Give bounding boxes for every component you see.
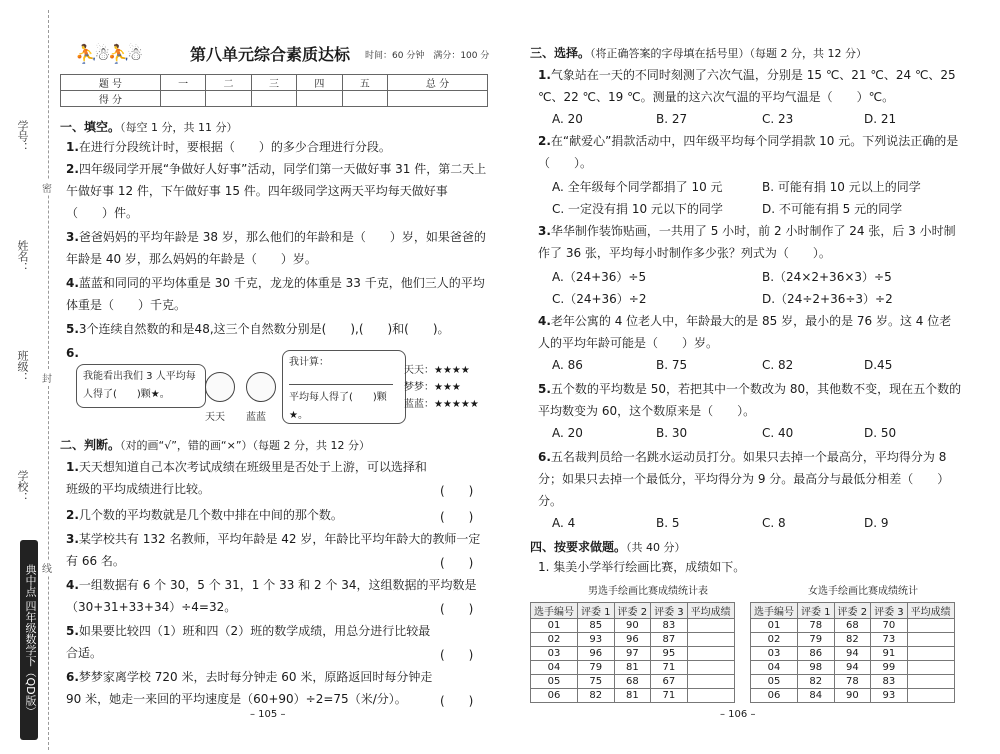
table-cell: 81 bbox=[614, 661, 651, 675]
question-number: 4. bbox=[66, 276, 79, 290]
option-a[interactable]: A. 20 bbox=[552, 426, 583, 440]
option-d[interactable]: D.（24÷2+36÷3）÷2 bbox=[762, 292, 893, 306]
answer-paren[interactable]: ( ) bbox=[440, 694, 474, 708]
average-input-cell[interactable] bbox=[687, 619, 734, 633]
speech-bubble-left: 我能看出我们 3 人平均每人得了( )颗★。 bbox=[76, 364, 206, 408]
table-cell: 03 bbox=[531, 647, 578, 661]
table-row bbox=[531, 689, 735, 703]
score-table bbox=[60, 74, 488, 107]
section-note: （共 40 分） bbox=[626, 541, 686, 554]
book-name: 典中点 四年级数学下（QD版） bbox=[20, 540, 38, 740]
table-cell: 93 bbox=[578, 633, 615, 647]
question-text: 五名裁判员给一名跳水运动员打分。如果只去掉一个最高分，平均得分为 8 分；如果只去掉一个最低分，平均得分为 9 分。最高分与最低分相差（ ）分。 bbox=[538, 450, 950, 508]
option-b[interactable]: B. 75 bbox=[656, 358, 688, 372]
column-header: 评委 2 bbox=[834, 603, 871, 619]
question-text: 四年级同学开展“争做好人好事”活动，同学们第一天做好事 31 件，第二天上午做好事 12 件，下午做好事 15 件。四年级同学这两天平均每天做好事（ ）件。 bbox=[66, 162, 487, 220]
average-input-cell[interactable] bbox=[907, 647, 954, 661]
question-text: 五个数的平均数是 50，若把其中一个数改为 80，其他数不变，现在五个数的平均数变为 60，这个数原来是（ ）。 bbox=[538, 382, 962, 418]
table-cell: 93 bbox=[871, 689, 908, 703]
fill-question bbox=[66, 136, 488, 158]
table-cell: 73 bbox=[871, 633, 908, 647]
table-row bbox=[751, 661, 955, 675]
header bbox=[75, 40, 495, 68]
spine-label: 姓名： bbox=[16, 240, 29, 273]
table-cell: 01 bbox=[751, 619, 798, 633]
question-number: 5. bbox=[66, 624, 79, 638]
column-header: 选手编号 bbox=[751, 603, 798, 619]
bubble-head: 我计算： bbox=[289, 357, 329, 368]
average-input-cell[interactable] bbox=[687, 661, 734, 675]
fill-question bbox=[66, 272, 488, 316]
spine-label: 学号： bbox=[16, 120, 29, 153]
choice-question bbox=[538, 130, 962, 174]
judge-question bbox=[66, 504, 436, 526]
section-title: 四、按要求做题。 bbox=[530, 540, 627, 554]
table-row bbox=[751, 675, 955, 689]
question-text: 蓝蓝和同同的平均体重是 30 千克，龙龙的体重是 33 千克，他们三人的平均体重是（ ）千克。 bbox=[66, 276, 485, 312]
table-cell: 94 bbox=[834, 647, 871, 661]
table-cell: 70 bbox=[871, 619, 908, 633]
option-b[interactable]: B.（24×2+36×3）÷5 bbox=[762, 270, 892, 284]
column-header: 选手编号 bbox=[531, 603, 578, 619]
star-name: 蓝蓝： bbox=[404, 399, 434, 410]
table-cell: 97 bbox=[614, 647, 651, 661]
question-number: 6. bbox=[66, 346, 79, 360]
fill-question bbox=[66, 342, 79, 364]
table-cell: 83 bbox=[651, 619, 688, 633]
table-cell: 得 分 bbox=[61, 91, 161, 107]
table-cell: 68 bbox=[614, 675, 651, 689]
child-lanlan-icon bbox=[246, 372, 276, 402]
section-heading bbox=[60, 118, 238, 135]
time-info: 时间：60 分钟 满分：100 分 bbox=[365, 51, 490, 61]
answer-paren[interactable]: ( ) bbox=[440, 602, 474, 616]
option-d[interactable]: D. 9 bbox=[864, 516, 889, 530]
average-input-cell[interactable] bbox=[907, 675, 954, 689]
question-number: 3. bbox=[66, 532, 79, 546]
section-note: （将正确答案的字母填在括号里）（每题 2 分，共 12 分） bbox=[590, 47, 867, 60]
choice-question bbox=[538, 64, 962, 108]
star-name: 天天： bbox=[404, 365, 434, 376]
star-list bbox=[404, 362, 479, 413]
score-input-cell[interactable] bbox=[160, 91, 205, 107]
boys-table-title: 男选手绘画比赛成绩统计表 bbox=[588, 586, 708, 597]
table-row bbox=[751, 633, 955, 647]
average-input-cell[interactable] bbox=[687, 647, 734, 661]
question-text: 梦梦家离学校 720 米，去时每分钟走 60 米，原路返回时每分钟走 90 米，她走一来回的平均速度是（60+90）÷2=75（米/分）。 bbox=[66, 670, 433, 706]
child-tiantian-icon bbox=[205, 372, 235, 402]
table-cell: 79 bbox=[798, 633, 835, 647]
table-cell: 01 bbox=[531, 619, 578, 633]
question-number: 2. bbox=[66, 162, 79, 176]
child-name: 蓝蓝 bbox=[246, 412, 266, 423]
question-text: 如果要比较四（1）班和四（2）班的数学成绩，用总分进行比较最合适。 bbox=[66, 624, 431, 660]
question-text: 某学校共有 132 名教师，平均年龄是 42 岁，年龄比平均年龄大的教师一定有 66 名。 bbox=[66, 532, 481, 568]
child-name: 天天 bbox=[205, 412, 225, 423]
option-c[interactable]: C. 40 bbox=[762, 426, 794, 440]
option-d[interactable]: D.45 bbox=[864, 358, 893, 372]
table-cell: 02 bbox=[751, 633, 798, 647]
choice-question bbox=[538, 220, 962, 264]
option-b[interactable]: B. 5 bbox=[656, 516, 680, 530]
question-number: 4. bbox=[538, 314, 551, 328]
table-cell: 总 分 bbox=[388, 75, 488, 91]
page-title: 第八单元综合素质达标 bbox=[190, 45, 351, 64]
average-input-cell[interactable] bbox=[907, 689, 954, 703]
question-text: 在进行分段统计时，要根据（ ）的多少合理进行分段。 bbox=[78, 140, 391, 154]
table-cell: 71 bbox=[651, 661, 688, 675]
table-row bbox=[531, 647, 735, 661]
question-text: 老年公寓的 4 位老人中，年龄最大的是 85 岁，最小的是 76 岁。这 4 位老人的平均年龄可能是（ ）岁。 bbox=[538, 314, 952, 350]
table-cell: 81 bbox=[614, 689, 651, 703]
question-text: 华华制作装饰贴画，一共用了 5 小时，前 2 小时制作了 24 张，后 3 小时制作了 36 张，平均每小时制作多少张？列式为（ ）。 bbox=[538, 224, 956, 260]
table-cell: 题 号 bbox=[61, 75, 161, 91]
score-input-cell[interactable] bbox=[388, 91, 488, 107]
table-cell: 78 bbox=[834, 675, 871, 689]
choice-question bbox=[538, 446, 962, 512]
table-cell: 94 bbox=[834, 661, 871, 675]
answer-paren[interactable]: ( ) bbox=[440, 648, 474, 662]
question-text: 一组数据有 6 个 30，5 个 31，1 个 33 和 2 个 34，这组数据的平均数是（30+31+33+34）÷4=32。 bbox=[66, 578, 477, 614]
star-icons: ★★★★★ bbox=[434, 399, 479, 410]
table-cell: 06 bbox=[531, 689, 578, 703]
kids-decoration-icon: ⛹☃⛹☃ bbox=[75, 44, 141, 65]
table-cell: 86 bbox=[798, 647, 835, 661]
question-number: 1. bbox=[66, 140, 79, 154]
table-cell: 96 bbox=[578, 647, 615, 661]
spine-label: 班级： bbox=[16, 350, 29, 383]
question-text: 气象站在一天的不同时刻测了六次气温，分别是 15 ℃、21 ℃、24 ℃、25 ℃、22 ℃、19 ℃。测量的这六次气温的平均气温是（ ）℃。 bbox=[538, 68, 956, 104]
star-name: 梦梦： bbox=[404, 382, 434, 393]
right-page bbox=[500, 0, 1000, 754]
option-c[interactable]: C. 82 bbox=[762, 358, 794, 372]
table-cell: 98 bbox=[798, 661, 835, 675]
table-cell: 05 bbox=[531, 675, 578, 689]
question-number: 2. bbox=[66, 508, 79, 522]
choice-question bbox=[538, 310, 962, 354]
table-row bbox=[751, 647, 955, 661]
question-text: 天天想知道自己本次考试成绩在班级里是否处于上游，可以选择和班级的平均成绩进行比较。 bbox=[66, 460, 427, 496]
table-row bbox=[531, 619, 735, 633]
option-b[interactable]: B. 可能有捐 10 元以上的同学 bbox=[762, 180, 921, 194]
table-cell: 05 bbox=[751, 675, 798, 689]
fill-question bbox=[66, 318, 488, 340]
section-note: （对的画“√”，错的画“×”）（每题 2 分，共 12 分） bbox=[120, 439, 371, 452]
table-cell: 90 bbox=[834, 689, 871, 703]
question-number: 1. bbox=[66, 460, 79, 474]
average-input-cell[interactable] bbox=[907, 633, 954, 647]
average-input-cell[interactable] bbox=[907, 661, 954, 675]
score-input-cell[interactable] bbox=[342, 91, 387, 107]
option-d[interactable]: D. 50 bbox=[864, 426, 897, 440]
table-cell: 96 bbox=[614, 633, 651, 647]
question-number: 5. bbox=[538, 382, 551, 396]
fill-question bbox=[66, 158, 488, 224]
spine-label: 学校： bbox=[16, 470, 29, 503]
average-input-cell[interactable] bbox=[687, 675, 734, 689]
star-icons: ★★★ bbox=[434, 382, 461, 393]
judge-question bbox=[66, 620, 436, 664]
table-cell: 82 bbox=[834, 633, 871, 647]
cut-mark: 封 bbox=[42, 370, 52, 385]
table-cell: 四 bbox=[297, 75, 342, 91]
table-header-row bbox=[531, 603, 735, 619]
judge-question bbox=[66, 666, 436, 710]
average-input-cell[interactable] bbox=[907, 619, 954, 633]
page-number: – 105 – bbox=[250, 709, 286, 720]
answer-paren[interactable]: ( ) bbox=[440, 484, 474, 498]
table-row bbox=[751, 689, 955, 703]
table-cell: 04 bbox=[751, 661, 798, 675]
section-heading bbox=[530, 44, 867, 61]
table-cell: 82 bbox=[578, 689, 615, 703]
table-cell: 五 bbox=[342, 75, 387, 91]
column-header: 平均成绩 bbox=[687, 603, 734, 619]
question-text: 爸爸妈妈的平均年龄是 38 岁，那么他们的年龄和是（ ）岁，如果爸爸的年龄是 40 岁，那么妈妈的年龄是（ ）岁。 bbox=[66, 230, 486, 266]
bubble-tail: 平均每人得了( )颗★。 bbox=[289, 392, 387, 421]
question-text: 在“献爱心”捐款活动中，四年级平均每个同学捐款 10 元。下列说法正确的是（ ）。 bbox=[538, 134, 959, 170]
table-row bbox=[61, 91, 488, 107]
section-heading bbox=[530, 538, 686, 555]
average-input-cell[interactable] bbox=[687, 689, 734, 703]
section-title: 一、填空。 bbox=[60, 120, 121, 134]
table-row bbox=[531, 675, 735, 689]
table-cell: 99 bbox=[871, 661, 908, 675]
task-question: 1. 集美小学举行绘画比赛，成绩如下。 bbox=[538, 560, 746, 574]
table-cell: 83 bbox=[871, 675, 908, 689]
question-number: 1. bbox=[538, 68, 551, 82]
question-number: 6. bbox=[538, 450, 551, 464]
table-cell: 71 bbox=[651, 689, 688, 703]
judge-question bbox=[66, 528, 488, 572]
section-note: （每空 1 分，共 11 分） bbox=[120, 121, 238, 134]
question-text: 几个数的平均数就是几个数中排在中间的那个数。 bbox=[78, 508, 343, 522]
table-cell: 82 bbox=[798, 675, 835, 689]
fill-question bbox=[66, 226, 488, 270]
option-a[interactable]: A. 4 bbox=[552, 516, 576, 530]
option-c[interactable]: C. 一定没有捐 10 元以下的同学 bbox=[552, 202, 723, 216]
question-number: 3. bbox=[538, 224, 551, 238]
table-cell: 一 bbox=[160, 75, 205, 91]
question-number: 5. bbox=[66, 322, 79, 336]
table-cell: 二 bbox=[206, 75, 251, 91]
table-cell: 78 bbox=[798, 619, 835, 633]
table-cell: 85 bbox=[578, 619, 615, 633]
option-d[interactable]: D. 21 bbox=[864, 112, 897, 126]
answer-paren[interactable]: ( ) bbox=[440, 556, 474, 570]
column-header: 评委 2 bbox=[614, 603, 651, 619]
section-title: 二、判断。 bbox=[60, 438, 121, 452]
option-c[interactable]: C. 23 bbox=[762, 112, 794, 126]
section-heading bbox=[60, 436, 370, 453]
table-cell: 79 bbox=[578, 661, 615, 675]
table-cell: 三 bbox=[251, 75, 296, 91]
table-cell: 84 bbox=[798, 689, 835, 703]
table-cell: 90 bbox=[614, 619, 651, 633]
cut-mark: 线 bbox=[42, 560, 52, 575]
list-item bbox=[404, 362, 479, 379]
table-row bbox=[531, 661, 735, 675]
question-number: 4. bbox=[66, 578, 79, 592]
table-header-row bbox=[751, 603, 955, 619]
question-number: 3. bbox=[66, 230, 79, 244]
table-row bbox=[751, 619, 955, 633]
judge-question bbox=[66, 456, 436, 500]
table-row bbox=[61, 75, 488, 91]
table-cell: 67 bbox=[651, 675, 688, 689]
answer-paren[interactable]: ( ) bbox=[440, 510, 474, 524]
table-cell: 06 bbox=[751, 689, 798, 703]
score-input-cell[interactable] bbox=[297, 91, 342, 107]
column-header: 评委 3 bbox=[871, 603, 908, 619]
page-number: – 106 – bbox=[720, 709, 756, 720]
average-input-cell[interactable] bbox=[687, 633, 734, 647]
column-header: 平均成绩 bbox=[907, 603, 954, 619]
judge-question bbox=[66, 574, 488, 618]
column-header: 评委 3 bbox=[651, 603, 688, 619]
table-cell: 04 bbox=[531, 661, 578, 675]
star-icons: ★★★★ bbox=[434, 365, 470, 376]
girls-table-title: 女选手绘画比赛成绩统计 bbox=[808, 586, 918, 597]
table-cell: 95 bbox=[651, 647, 688, 661]
question-number: 6. bbox=[66, 670, 79, 684]
option-c[interactable]: C. 8 bbox=[762, 516, 786, 530]
boys-score-table bbox=[530, 602, 735, 703]
choice-question bbox=[538, 378, 962, 422]
option-b[interactable]: B. 27 bbox=[656, 112, 688, 126]
option-a[interactable]: A. 全年级每个同学都捐了 10 元 bbox=[552, 180, 723, 194]
table-cell: 75 bbox=[578, 675, 615, 689]
column-header: 评委 1 bbox=[578, 603, 615, 619]
option-d[interactable]: D. 不可能有捐 5 元的同学 bbox=[762, 202, 903, 216]
question-text: 3个连续自然数的和是48,这三个自然数分别是( ),( )和( )。 bbox=[78, 322, 450, 336]
score-input-cell[interactable] bbox=[251, 91, 296, 107]
option-a[interactable]: A. 86 bbox=[552, 358, 583, 372]
girls-score-table bbox=[750, 602, 955, 703]
question-number: 2. bbox=[538, 134, 551, 148]
table-cell: 02 bbox=[531, 633, 578, 647]
score-input-cell[interactable] bbox=[206, 91, 251, 107]
section-title: 三、选择。 bbox=[530, 46, 591, 60]
option-a[interactable]: A.（24+36）÷5 bbox=[552, 270, 647, 284]
option-c[interactable]: C.（24+36）÷2 bbox=[552, 292, 647, 306]
binding-strip bbox=[0, 0, 52, 754]
column-header: 评委 1 bbox=[798, 603, 835, 619]
option-a[interactable]: A. 20 bbox=[552, 112, 583, 126]
table-cell: 68 bbox=[834, 619, 871, 633]
option-b[interactable]: B. 30 bbox=[656, 426, 688, 440]
list-item bbox=[404, 379, 479, 396]
answer-line[interactable] bbox=[289, 372, 393, 385]
table-cell: 91 bbox=[871, 647, 908, 661]
speech-bubble-right bbox=[282, 350, 406, 424]
table-cell: 87 bbox=[651, 633, 688, 647]
list-item bbox=[404, 396, 479, 413]
table-row bbox=[531, 633, 735, 647]
cut-mark: 密 bbox=[42, 180, 52, 195]
table-cell: 03 bbox=[751, 647, 798, 661]
